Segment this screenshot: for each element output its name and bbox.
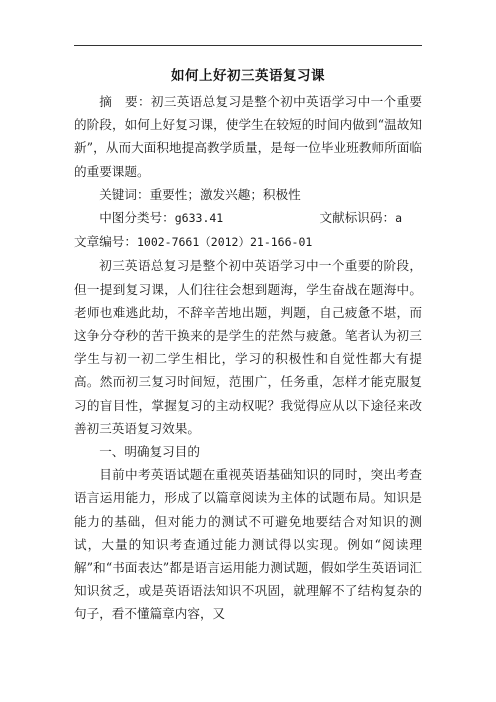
doc-code-field bbox=[320, 206, 403, 230]
document-title: 如何上好初三英语复习课 bbox=[171, 68, 325, 84]
article-no-label: 文章编号： bbox=[74, 234, 137, 250]
document-body bbox=[74, 90, 422, 626]
keywords-line: 关键词：重要性；激发兴趣；积极性 bbox=[99, 186, 301, 202]
header-rule bbox=[74, 45, 422, 46]
doc-code-value: a bbox=[395, 211, 402, 226]
clc-value: g633.41 bbox=[174, 211, 224, 226]
article-no-value: 1002-7661（2012）21-166-01 bbox=[136, 235, 313, 250]
section-paragraph: 目前中考英语试题在重视英语基础知识的同时，突出考查语言运用能力，形成了以篇章阅读为主体的试题布局。知识是能力的基础，但对能力的测试不可避免地要结合对知识的测试，大量的知识考查通过能力测试得以实现。例如“阅读理解”和“书面表达”都是语言运用能力测试题，假如学生英语词汇知识贫乏，或是英语语法知识不巩固，就理解不了结构复杂的句子，看不懂篇章内容，又 bbox=[74, 467, 422, 622]
classification-line bbox=[74, 206, 422, 230]
intro-paragraph: 初三英语总复习是整个初中英语学习中一个重要的阶段，但一提到复习课，人们往往会想到题海，学生奋战在题海中。老师也难逃此劫，不辞辛苦地出题，判题，自己疲惫不堪，而这争分夺秒的苦干换来的是学生的茫然与疲惫。笔者认为初三学生与初一初二学生相比，学习的积极性和自觉性都大有提高。然而初三复习时间短，范围广，任务重，怎样才能克服复习的盲目性，掌握复习的主动权呢？我觉得应从以下途径来改善初三英语复习效果。 bbox=[74, 258, 422, 436]
clc-label: 中图分类号： bbox=[99, 210, 175, 226]
section-heading: 一、明确复习目的 bbox=[99, 444, 200, 460]
article-number-line bbox=[74, 230, 422, 254]
clc-field bbox=[99, 206, 223, 230]
abstract-paragraph: 摘 要：初三英语总复习是整个初中英语学习中一个重要的阶段，如何上好复习课，使学生在较短的时间内做到“温故知新”，从而大面积地提高教学质量，是每一位毕业班教师所面临的重要课题。 bbox=[74, 94, 422, 179]
doc-code-label: 文献标识码： bbox=[319, 210, 396, 226]
